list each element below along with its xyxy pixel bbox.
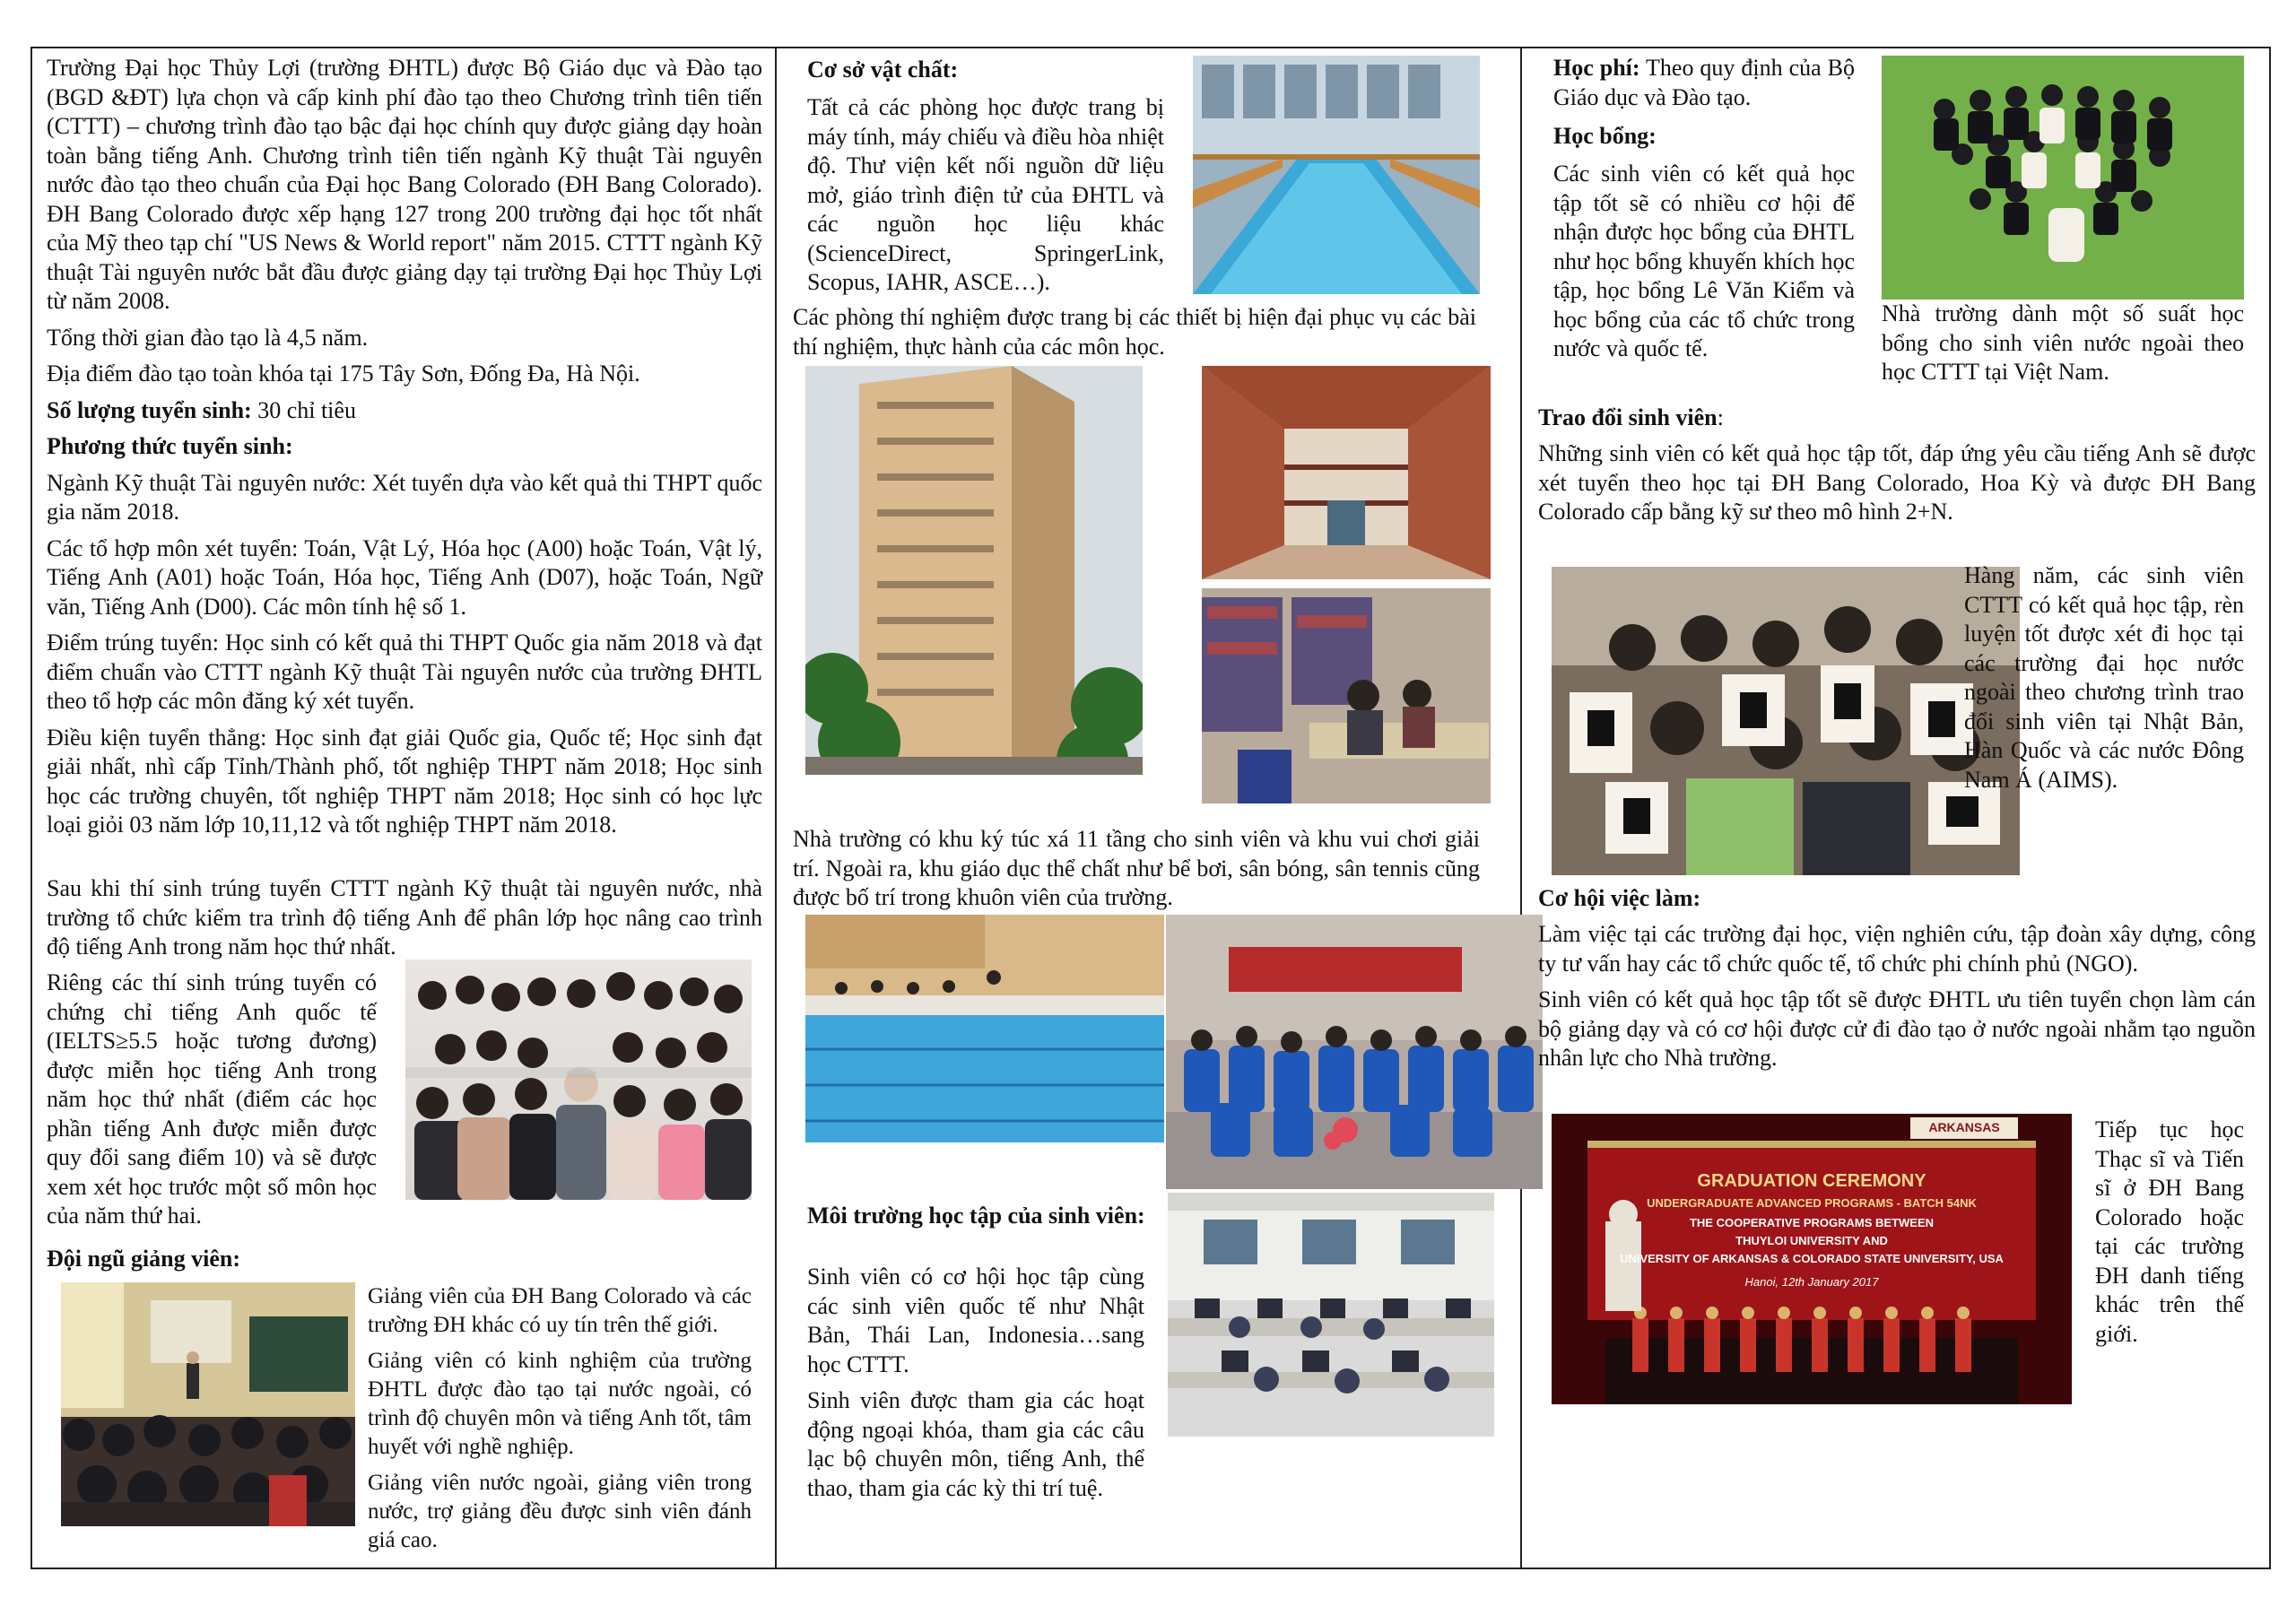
group-photo-professor [405, 960, 752, 1200]
arkansas-logo-text: ARKANSAS [1928, 1120, 2000, 1134]
location-text: Địa điểm đào tạo toàn khóa tại 175 Tây Sơn, Đống Đa, Hà Nội. [47, 360, 640, 386]
group-photo-professor-art [405, 960, 752, 1200]
labs-text: Các phòng thí nghiệm được trang bị các thiết bị hiện đại phục vụ các bài thí nghiệm, thực hành của các môn học. [793, 304, 1476, 360]
career-paragraph-2: Sinh viên có kết quả học tập tốt sẽ được ĐHTL ưu tiên tuyển chọn làm cán bộ giảng dạy và có cơ hội được cử đi đào tạo ở nước ngoài nhằm tạo nguồn nhân lực cho Nhà trường. [1538, 986, 2256, 1071]
computer-lab-photo-art [1168, 1193, 1494, 1437]
graduation-title: GRADUATION CEREMONY [1697, 1171, 1926, 1191]
column-divider-2 [1520, 47, 1522, 1569]
graduation-ceremony-photo [1552, 1114, 2072, 1404]
facilities-heading: Cơ sở vật chất: [807, 56, 959, 83]
admission-heading: Phương thức tuyển sinh: [47, 433, 293, 459]
faculty-paragraph-2: Giảng viên có kinh nghiệm của trường ĐHTL được đào tạo tại nước ngoài, có trình độ chuyên môn và tiếng Anh tốt, tâm huyết với nghề nghiệp. [368, 1349, 752, 1459]
fee-line [1553, 54, 1855, 112]
swimming-pool-photo [805, 915, 1164, 1142]
intro-paragraph: Trường Đại học Thủy Lợi (trường ĐHTL) được Bộ Giáo dục và Đào tạo (BGD &ĐT) lựa chọn và cấp kinh phí đào tạo theo Chương trình tiên tiến (CTTT) – chương trình đào tạo bậc đại học chính quy được giảng dạy hoàn toàn bằng tiếng Anh. Chương trình tiên tiến ngành Kỹ thuật Tài nguyên nước đào tạo theo chuẩn của Đại học Bang Colorado (ĐH Bang Colorado). ĐH Bang Colorado được xếp hạng 127 trong 200 trường đại học tốt nhất của Mỹ theo tạp chí "US News & World report" năm 2015. CTTT ngành Kỹ thuật Tài nguyên nước bắt đầu được giảng dạy tại trường Đại học Thủy Lợi từ năm 2008. [47, 55, 762, 314]
faculty-heading: Đội ngũ giảng viên: [47, 1246, 240, 1272]
quota-value: 30 chỉ tiêu [251, 396, 356, 423]
fee-text [1553, 54, 1855, 112]
dormitory-photo-art [805, 366, 1143, 775]
faculty-paragraph-3: Giảng viên nước ngoài, giảng viên trong nước, trợ giảng đều được sinh viên đánh giá cao. [368, 1471, 752, 1552]
exchange-students-photo-art [1552, 567, 2020, 875]
column-1-top [47, 54, 762, 847]
atrium-photo-art [1202, 366, 1491, 579]
dormitory-photo [805, 366, 1143, 775]
lecture-photo [61, 1282, 355, 1526]
exchange-yearly-text: Hàng năm, các sinh viên CTTT có kết quả học tập, rèn luyện tốt được xét đi học tại các trường đại học nước ngoài theo chương trình trao đổi sinh viên tại Nhật Bản, Hàn Quốc và các nước Đông Nam Á (AIMS). [1964, 562, 2244, 793]
atrium-photo [1202, 366, 1491, 579]
swimming-pool-photo-art [805, 915, 1164, 1142]
graduates-lawn-photo-art [1882, 56, 2244, 300]
scholarship-foreign-text: Nhà trường dành một số suất học bổng cho sinh viên nước ngoài theo học CTTT tại Việt Nam. [1882, 300, 2244, 385]
exchange-text: Những sinh viên có kết quả học tập tốt, đáp ứng yêu cầu tiếng Anh sẽ được xét tuyển theo học tại ĐH Bang Colorado, Hoa Kỳ và được ĐH Bang Colorado cấp bằng kỹ sư theo mô hình 2+N. [1538, 440, 2256, 525]
facilities-text: Tất cả các phòng học được trang bị máy tính, máy chiếu và điều hòa nhiệt độ. Thư viện kết nối nguồn dữ liệu mở, giáo trình điện tử của ĐHTL và các nguồn học liệu khác (ScienceDirect, SpringerLink, Scopus, IAHR, ASCE…). [807, 94, 1164, 295]
admission-subjects: Các tổ hợp môn xét tuyển: Toán, Vật Lý, Hóa học (A00) hoặc Toán, Vật lý, Tiếng Anh (A01) hoặc Toán, Hóa học, Tiếng Anh (D07), hoặc Toán, Ngữ văn, Tiếng Anh (D00). Các môn tính hệ số 1. [47, 534, 762, 620]
graduates-lawn-photo [1882, 56, 2244, 300]
career-text [1538, 920, 2256, 1073]
library-reading-photo [1202, 588, 1491, 803]
student-activity-photo [1166, 915, 1543, 1189]
faculty-paragraph-1: Giảng viên của ĐH Bang Colorado và các trường ĐH khác có uy tín trên thế giới. [368, 1284, 752, 1337]
exemption-text: Riêng các thí sinh trúng tuyển có chứng chỉ tiếng Anh quốc tế (IELTS≥5.5 hoặc tương đương) được miễn học tiếng Anh trong năm học thứ nhất (điểm các học phần tiếng Anh được miễn được quy đổi sang điểm 10) và sẽ được xem xét học trước một số môn học của năm thứ hai. [47, 969, 377, 1229]
faculty-text [368, 1282, 752, 1555]
fee-label: Học phí: [1553, 55, 1640, 81]
hydraulics-lab-photo-art [1193, 56, 1480, 294]
admission-score: Điểm trúng tuyển: Học sinh có kết quả thi THPT Quốc gia năm 2018 và đạt điểm chuẩn vào CTTT ngành Kỹ thuật Tài nguyên nước của trường ĐHTL theo tổ hợp các môn đăng ký xét tuyển. [47, 630, 762, 714]
exchange-heading-wrap [1538, 404, 2256, 433]
graduation-line-3: UNIVERSITY OF ARKANSAS & COLORADO STATE UNIVERSITY, USA [1620, 1252, 2004, 1265]
student-activity-photo-art [1166, 915, 1543, 1189]
dorm-text: Nhà trường có khu ký túc xá 11 tầng cho sinh viên và khu vui chơi giải trí. Ngoài ra, khu giáo dục thể chất như bể bơi, sân bóng, sân tennis cũng được bố trí trong khuôn viên của trường. [793, 826, 1480, 910]
further-study-text: Tiếp tục học Thạc sĩ và Tiến sĩ ở ĐH Bang Colorado hoặc tại các trường ĐH danh tiếng khác trên thế giới. [2095, 1116, 2244, 1347]
scholarship-text: Các sinh viên có kết quả học tập tốt sẽ có nhiều cơ hội để nhận được học bổng của ĐHTL như học bổng khuyến khích học tập, học bổng Lê Văn Kiểm và học bổng của các tổ chức trong nước và quốc tế. [1553, 161, 1855, 361]
career-heading: Cơ hội việc làm: [1538, 885, 1701, 911]
environment-text [807, 1263, 1144, 1503]
duration-text: Tổng thời gian đào tạo là 4,5 năm. [47, 324, 369, 351]
graduation-date: Hanoi, 12th January 2017 [1744, 1275, 1879, 1289]
graduation-line-2: THUYLOI UNIVERSITY AND [1735, 1234, 1888, 1247]
english-test-text: Sau khi thí sinh trúng tuyển CTTT ngành Kỹ thuật tài nguyên nước, nhà trường tổ chức kiểm tra trình độ tiếng Anh để phân lớp học nâng cao trình độ tiếng Anh trong năm học thứ nhất. [47, 875, 762, 960]
environment-paragraph-2: Sinh viên được tham gia các hoạt động ngoại khóa, tham gia các câu lạc bộ chuyên môn, tiếng Anh, thể thao, tham gia các kỳ thi trí tuệ. [807, 1387, 1144, 1501]
exchange-heading: Trao đổi sinh viên [1538, 404, 1718, 430]
environment-paragraph-1: Sinh viên có cơ hội học tập cùng các sinh viên quốc tế như Nhật Bản, Thái Lan, Indonesia…sang học CTTT. [807, 1264, 1144, 1377]
admission-method: Ngành Kỹ thuật Tài nguyên nước: Xét tuyển dựa vào kết quả thi THPT quốc gia năm 2018. [47, 469, 762, 525]
environment-heading: Môi trường học tập của sinh viên: [807, 1203, 1145, 1229]
column-divider-1 [775, 47, 777, 1569]
exchange-heading-colon: : [1717, 404, 1724, 430]
fee-value: Theo quy định của Bộ Giáo dục và Đào tạo. [1553, 55, 1855, 110]
lecture-photo-art [61, 1282, 355, 1526]
scholarship-heading: Học bổng: [1553, 123, 1657, 149]
computer-lab-photo [1168, 1193, 1494, 1437]
career-paragraph-1: Làm việc tại các trường đại học, viện nghiên cứu, tập đoàn xây dựng, công ty tư vấn hay các tổ chức quốc tế, tổ chức phi chính phủ (NGO). [1538, 921, 2256, 977]
exchange-students-photo [1552, 567, 2020, 875]
library-reading-photo-art [1202, 588, 1491, 803]
quota-label: Số lượng tuyển sinh: [47, 396, 252, 423]
graduation-line-1: THE COOPERATIVE PROGRAMS BETWEEN [1689, 1216, 1935, 1229]
hydraulics-lab-photo [1193, 56, 1480, 294]
graduation-subtitle: UNDERGRADUATE ADVANCED PROGRAMS - BATCH 54NK [1647, 1196, 1977, 1210]
quota-line [47, 396, 762, 426]
exchange-heading-line [1538, 404, 2256, 433]
admission-direct: Điều kiện tuyển thẳng: Học sinh đạt giải Quốc gia, Quốc tế; Học sinh đạt giải nhất, nhì cấp Tỉnh/Thành phố, tốt nghiệp THPT năm 2018; Học sinh học các trường chuyên, tốt nghiệp THPT năm 2018; Học sinh có học lực loại giỏi 03 năm lớp 10,11,12 và tốt nghiệp THPT năm 2018. [47, 724, 762, 838]
